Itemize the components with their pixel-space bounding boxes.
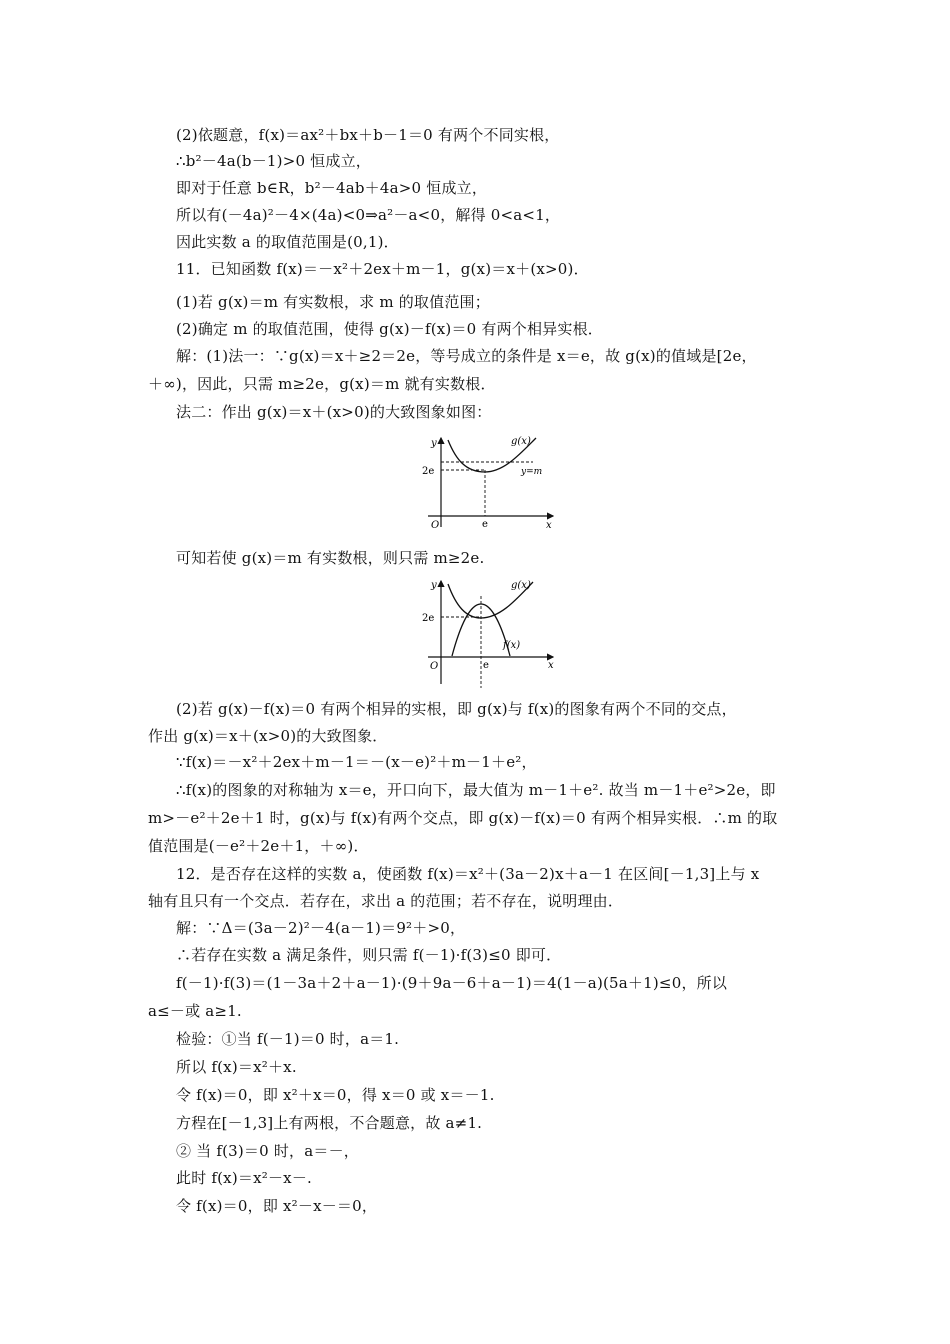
label-g: g(x) [511, 580, 531, 591]
text-line: (2)若 g(x)－f(x)＝0 有两个相异的实根，即 g(x)与 f(x)的图象有两个不同的交点， [176, 700, 737, 718]
text-line: f(－1)·f(3)＝(1－3a＋2＋a－1)·(9＋9a－6＋a－1)＝4(1－a)(5a＋1)≤0，所以 [176, 974, 728, 992]
origin-label: O [431, 520, 440, 531]
x-axis-label: x [546, 520, 552, 531]
text-line: (2)确定 m 的取值范围，使得 g(x)－f(x)＝0 有两个相异实根． [176, 320, 603, 338]
text-line: 令 f(x)＝0，即 x²＋x＝0，得 x＝0 或 x＝－1. [176, 1086, 495, 1104]
label-f: f(x) [503, 640, 521, 651]
text-line: (2)依题意，f(x)＝ax²＋bx＋b－1＝0 有两个不同实根， [176, 126, 560, 144]
y-tick-2e: 2e [422, 466, 435, 477]
label-y-eq-m: y=m [521, 467, 543, 477]
figure-f-g-graph [418, 576, 563, 692]
x-tick-e: e [483, 660, 489, 671]
figure-g-graph [418, 432, 563, 532]
text-line: 解：(1)法一：∵g(x)＝x＋≥2＝2e，等号成立的条件是 x＝e，故 g(x)的值域是[2e， [176, 347, 757, 365]
text-line: a≤－或 a≥1. [148, 1002, 242, 1020]
problem-11-statement: 11．已知函数 f(x)＝－x²＋2ex＋m－1，g(x)＝x＋(x>0)． [176, 260, 589, 278]
text-line: ② 当 f(3)＝0 时，a＝－， [176, 1142, 359, 1160]
text-line: 即对于任意 b∈R，b²－4ab＋4a>0 恒成立， [176, 179, 488, 197]
problem-12-statement: 12．是否存在这样的实数 a，使函数 f(x)＝x²＋(3a－2)x＋a－1 在区间[－1,3]上与 x [176, 865, 760, 883]
x-axis-label: x [548, 660, 554, 671]
text-line: m>－e²＋2e＋1 时，g(x)与 f(x)有两个交点，即 g(x)－f(x)＝0 有两个相异实根．∴m 的取 [148, 809, 778, 827]
text-line: 检验：①当 f(－1)＝0 时，a＝1. [176, 1030, 400, 1048]
text-line: 值范围是(－e²＋2e＋1，＋∞)． [148, 837, 369, 855]
text-line: (1)若 g(x)＝m 有实数根，求 m 的取值范围； [176, 293, 490, 311]
text-line: ＋∞)，因此，只需 m≥2e，g(x)＝m 就有实数根． [148, 375, 496, 393]
text-line: 作出 g(x)＝x＋(x>0)的大致图象． [148, 727, 388, 745]
text-line: 所以 f(x)＝x²＋x. [176, 1058, 297, 1076]
text-line: 轴有且只有一个交点．若存在，求出 a 的范围；若不存在，说明理由． [148, 892, 624, 910]
label-g: g(x) [511, 436, 531, 447]
text-line: 可知若使 g(x)＝m 有实数根，则只需 m≥2e. [176, 549, 485, 567]
text-line: 解：∵Δ＝(3a－2)²－4(a－1)＝9²＋>0， [176, 919, 466, 937]
text-line: 因此实数 a 的取值范围是(0,1)． [176, 233, 399, 251]
text-line: ∴f(x)的图象的对称轴为 x＝e，开口向下，最大值为 m－1＋e². 故当 m－1＋e²>2e，即 [176, 781, 776, 799]
y-axis-label: y [431, 438, 437, 449]
text-line: 法二：作出 g(x)＝x＋(x>0)的大致图象如图： [176, 403, 492, 421]
text-line: 所以有(－4a)²－4×(4a)<0⇒a²－a<0，解得 0<a<1， [176, 206, 561, 224]
text-line: ∴b²－4a(b－1)>0 恒成立， [176, 152, 371, 170]
text-line: ∵f(x)＝－x²＋2ex＋m－1＝－(x－e)²＋m－1＋e²， [176, 753, 537, 771]
text-line: ∴若存在实数 a 满足条件，则只需 f(－1)·f(3)≤0 即可． [176, 946, 562, 964]
x-tick-e: e [482, 519, 488, 530]
text-line: 此时 f(x)＝x²－x－. [176, 1169, 312, 1187]
y-axis-label: y [431, 580, 437, 591]
text-line: 方程在[－1,3]上有两根，不合题意，故 a≠1. [176, 1114, 483, 1132]
y-tick-2e: 2e [422, 613, 435, 624]
text-line: 令 f(x)＝0，即 x²－x－＝0， [176, 1197, 378, 1215]
origin-label: O [430, 661, 439, 672]
